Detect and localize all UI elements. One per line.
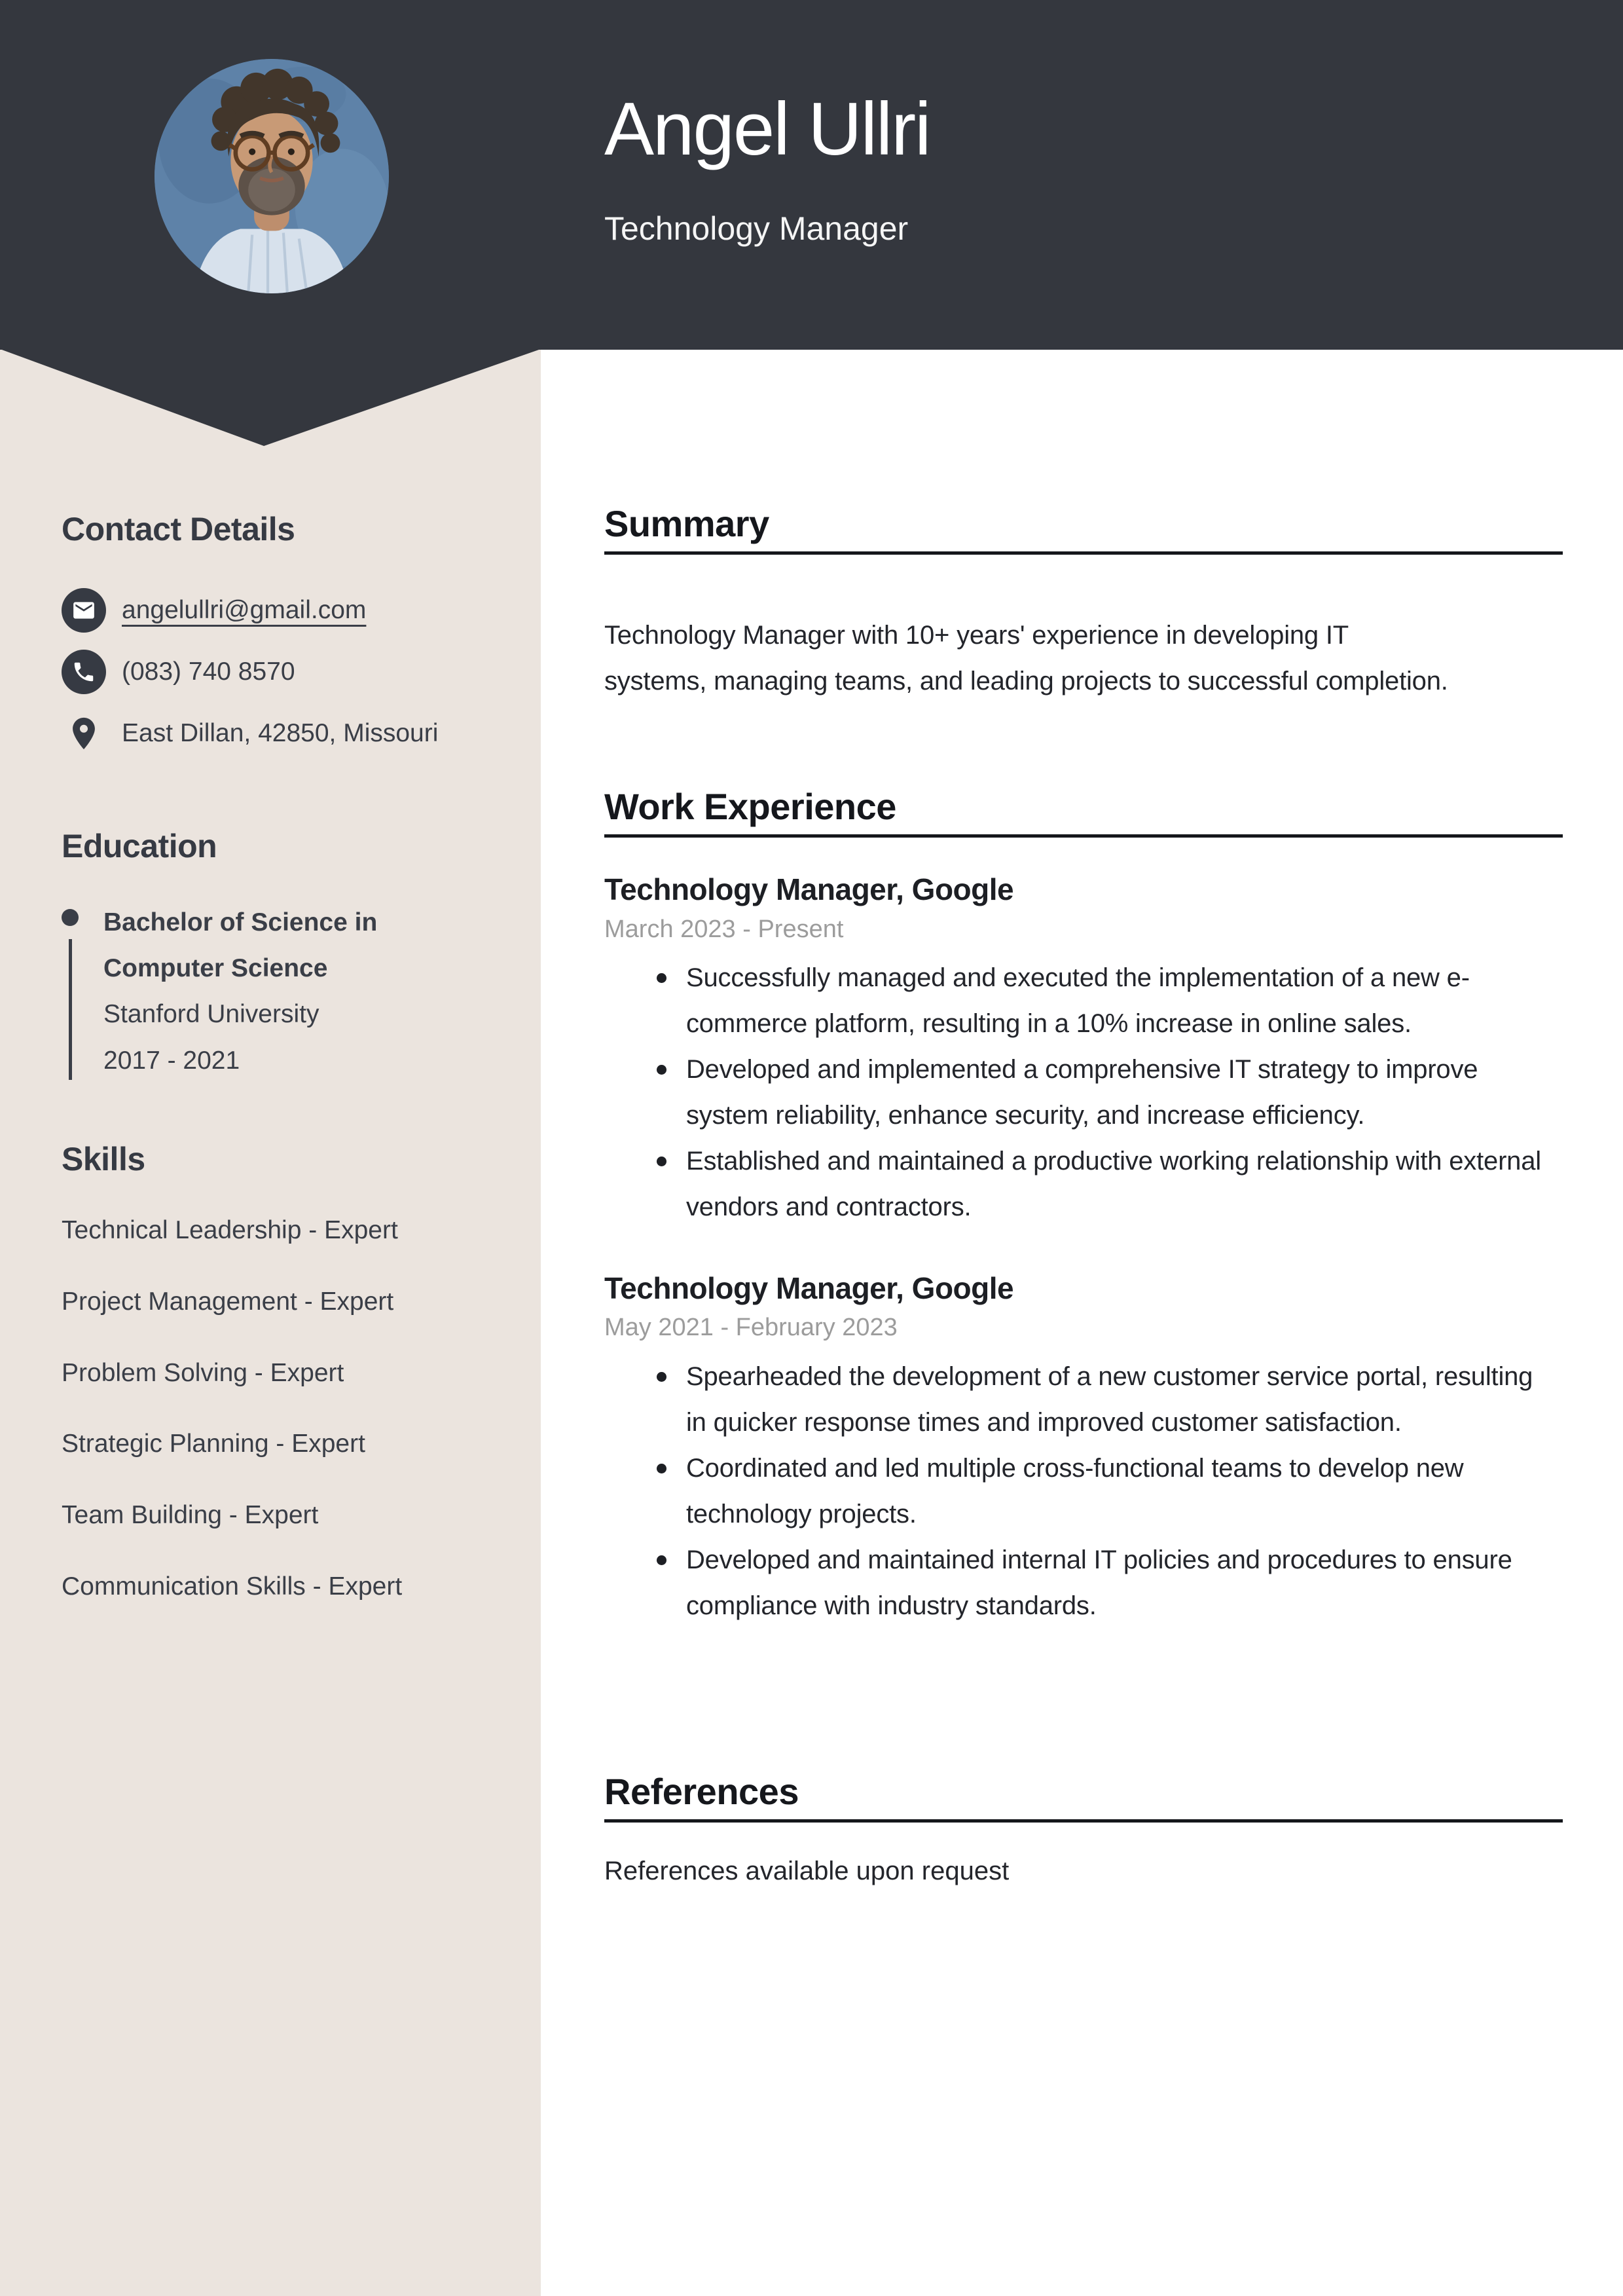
job-bullet-list [604,1354,1563,1629]
job-bullet: Successfully managed and executed the implementation of a new e-commerce platform, resulting in a 10% increase in online sales. [604,955,1563,1046]
education-entry [62,900,496,1084]
contact-row-email [62,588,496,633]
phone-number: (083) 740 8570 [122,657,295,686]
skill-item: Technical Leadership - Expert [62,1216,398,1244]
job-bullet: Established and maintained a productive working relationship with external vendors and contractors. [604,1138,1563,1230]
education-timeline-rail [62,900,79,1084]
location-text: East Dillan, 42850, Missouri [122,719,439,747]
degree-name: Bachelor of Science in Computer Science [103,908,378,983]
mail-icon [62,588,106,633]
job-bullet: Developed and maintained internal IT policies and procedures to ensure compliance with industry standards. [604,1537,1563,1629]
section-rule [604,551,1563,555]
timeline-dot [62,909,79,926]
job-bullet: Developed and implemented a comprehensive IT strategy to improve system reliability, enhance security, and increase efficiency. [604,1046,1563,1138]
education-section [62,826,496,1084]
skills-heading: Skills [62,1141,145,1177]
references-heading: References [604,1771,799,1812]
skill-item: Problem Solving - Expert [62,1358,344,1387]
contact-details-heading: Contact Details [62,511,295,547]
section-rule [604,834,1563,838]
timeline-line [69,939,72,1080]
candidate-name: Angel Ullri [604,88,930,171]
skill-item: Project Management - Expert [62,1287,394,1316]
phone-icon [62,650,106,694]
job-title: Technology Manager, Google [604,872,1014,907]
skill-item: Communication Skills - Expert [62,1572,403,1601]
job-bullet: Coordinated and led multiple cross-functional teams to develop new technology projects. [604,1445,1563,1537]
skills-section [62,1139,496,1643]
summary-text: Technology Manager with 10+ years' experience in developing IT systems, managing teams, and leading projects to successful completion. [604,621,1448,696]
school-name: Stanford University [103,1000,319,1029]
job-dates: March 2023 - Present [604,915,844,943]
education-dates: 2017 - 2021 [103,1046,240,1075]
email-link[interactable]: angelullri@gmail.com [122,596,367,624]
contact-row-location [62,711,496,756]
work-experience-section [604,786,1563,1629]
job-entry [604,872,1563,1230]
job-title: Technology Manager, Google [604,1270,1014,1305]
references-section [604,1771,1563,1889]
summary-heading: Summary [604,503,769,544]
job-bullet: Spearheaded the development of a new customer service portal, resulting in quicker response times and improved customer satisfaction. [604,1354,1563,1445]
work-experience-heading: Work Experience [604,786,896,827]
job-entry [604,1270,1563,1629]
section-rule [604,1819,1563,1823]
job-dates: May 2021 - February 2023 [604,1314,898,1342]
skill-item: Team Building - Expert [62,1501,319,1530]
contact-details-section [62,509,496,773]
skills-list [62,1215,496,1602]
references-text: References available upon request [604,1857,1010,1886]
header-text-block [604,90,930,248]
profile-photo [155,59,389,293]
skill-item: Strategic Planning - Expert [62,1430,365,1458]
contact-row-phone [62,650,496,694]
summary-section [604,503,1563,704]
candidate-title: Technology Manager [604,210,909,247]
education-heading: Education [62,828,217,864]
avatar-illustration [155,59,389,293]
job-bullet-list [604,955,1563,1230]
location-icon [62,711,106,756]
